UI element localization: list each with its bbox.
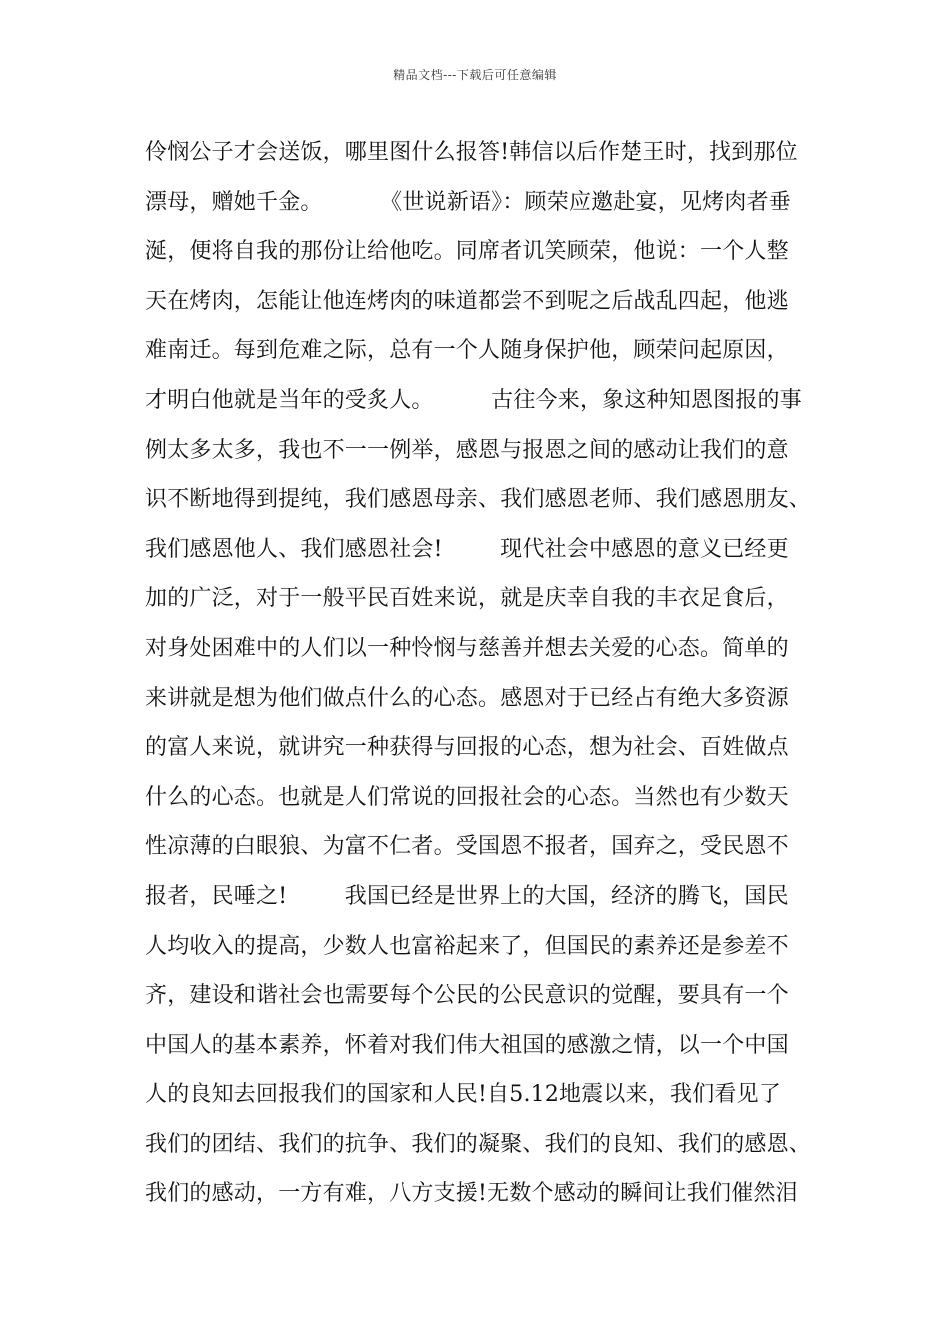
text-line: 人的良知去回报我们的国家和人民!自5.12地震以来，我们看见了 <box>145 1082 782 1108</box>
text-line: 难南迁。每到危难之际，总有一个人随身保护他，顾荣问起原因， <box>145 338 789 364</box>
text-line: 对身处困难中的人们以一种怜悯与慈善并想去关爱的心态。简单的 <box>145 635 789 661</box>
body-text <box>145 128 835 1219</box>
text-line: 中国人的基本素养，怀着对我们伟大祖国的感激之情，以一个中国 <box>145 1032 789 1058</box>
text-line: 涎，便将自我的那份让给他吃。同席者讥笑顾荣，他说：一个人整 <box>145 239 789 265</box>
text-line: 伶悯公子才会送饭，哪里图什么报答!韩信以后作楚王时，找到那位 <box>145 140 798 165</box>
text-line: 天在烤肉，怎能让他连烤肉的味道都尝不到呢之后战乱四起，他逃 <box>145 288 789 314</box>
text-line: 我们感恩他人、我们感恩社会! 现代社会中感恩的意义已经更 <box>145 536 789 562</box>
text-line: 我们的团结、我们的抗争、我们的凝聚、我们的良知、我们的感恩、 <box>145 1131 812 1157</box>
text-line: 识不断地得到提纯，我们感恩母亲、我们感恩老师、我们感恩朋友、 <box>145 487 812 513</box>
text-line: 性凉薄的白眼狼、为富不仁者。受国恩不报者，国弃之，受民恩不 <box>145 834 789 860</box>
text-line: 漂母，赠她千金。 《世说新语》：顾荣应邀赴宴，见烤肉者垂 <box>145 189 791 215</box>
text-line: 人均收入的提高，少数人也富裕起来了，但国民的素养还是参差不 <box>145 933 789 959</box>
text-line: 我们的感动，一方有难，八方支援!无数个感动的瞬间让我们催然泪 <box>145 1181 798 1207</box>
text-line: 才明白他就是当年的受炙人。 古往今来，象这种知恩图报的事 <box>145 387 802 413</box>
text-line: 什么的心态。也就是人们常说的回报社会的心态。当然也有少数天 <box>145 784 789 810</box>
text-line: 加的广泛，对于一般平民百姓来说，就是庆幸自我的丰衣足食后， <box>145 586 789 612</box>
text-line: 的富人来说，就讲究一种获得与回报的心态，想为社会、百姓做点 <box>145 735 789 761</box>
text-line: 报者，民唾之! 我国已经是世界上的大国，经济的腾飞，国民 <box>145 883 789 909</box>
page-header: 精品文档---下载后可任意编辑 <box>393 68 557 82</box>
text-line: 例太多太多，我也不一一例举，感恩与报恩之间的感动让我们的意 <box>145 437 789 463</box>
text-line: 来讲就是想为他们做点什么的心态。感恩对于已经占有绝大多资源 <box>145 685 789 711</box>
text-line: 齐，建设和谐社会也需要每个公民的公民意识的觉醒，要具有一个 <box>145 983 789 1009</box>
